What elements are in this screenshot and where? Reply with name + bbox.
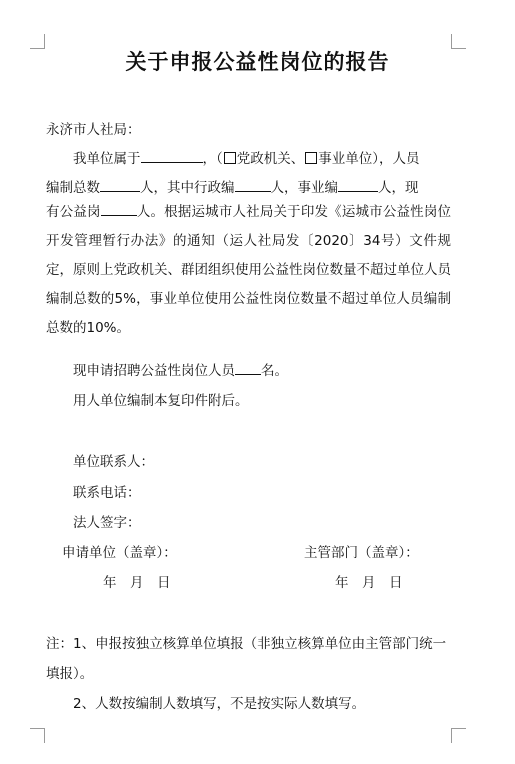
- document-title: 关于申报公益性岗位的报告: [125, 49, 390, 74]
- body-text: 有公益岗: [46, 204, 101, 220]
- body-text: 现申请招聘公益性岗位人员: [73, 363, 235, 379]
- crop-mark-bottom-left: [30, 728, 45, 743]
- option-public-institution-label: 事业单位），人员: [318, 151, 420, 167]
- body-text: ，（: [202, 151, 223, 167]
- admin-staff-blank[interactable]: [235, 177, 271, 192]
- addressee: 永济市人社局：: [46, 122, 141, 138]
- option-party-government-label: 党政机关、: [236, 151, 305, 167]
- apply-count-blank[interactable]: [235, 360, 261, 375]
- body-text: 人，现: [378, 180, 419, 196]
- date-left: 年 月 日: [103, 575, 171, 591]
- body-text: 我单位属于: [73, 151, 141, 167]
- body-line-1: [73, 147, 420, 167]
- body-text: 人，其中行政编: [140, 180, 235, 196]
- attachment-line: 用人单位编制本复印件附后。: [73, 393, 249, 409]
- note-1-continuation: 填报）。: [46, 666, 94, 682]
- note-1: 注：1、申报按独立核算单位填报（非独立核算单位由主管部门统一: [46, 636, 447, 652]
- legal-signature-label: 法人签字：: [73, 515, 141, 531]
- body-text: 人。根据运城市人社局关于印发《运城市公益性岗位开发管理暂行办法》的通知（运人社局发〔2020〕34号）文件规定，原则上党政机关、群团组织使用公益性岗位数量不超过单位人员编制总数的5%，事业单位使用公益性岗位数量不超过单位人员编制总数的10%。: [46, 204, 452, 336]
- body-text: 编制总数: [46, 180, 100, 196]
- crop-mark-bottom-right: [451, 728, 466, 743]
- contact-phone-label: 联系电话：: [73, 485, 141, 501]
- unit-type-blank[interactable]: [141, 148, 203, 163]
- contact-person-label: 单位联系人：: [73, 454, 154, 470]
- apply-line: [73, 359, 288, 379]
- applicant-seal-label: 申请单位（盖章）：: [62, 545, 177, 561]
- supervisor-seal-label: 主管部门（盖章）：: [304, 545, 419, 561]
- note-2: 2、人数按编制人数填写，不是按实际人数填写。: [73, 696, 366, 712]
- total-staff-blank[interactable]: [100, 177, 140, 192]
- body-paragraph: [46, 198, 451, 343]
- checkbox-party-government[interactable]: [224, 152, 236, 164]
- checkbox-public-institution[interactable]: [305, 152, 317, 164]
- institution-staff-blank[interactable]: [338, 177, 378, 192]
- public-post-blank[interactable]: [101, 201, 137, 216]
- body-text: 人，事业编: [270, 180, 338, 196]
- body-line-2: [46, 176, 419, 196]
- date-right: 年 月 日: [335, 575, 403, 591]
- body-text: 名。: [261, 363, 288, 379]
